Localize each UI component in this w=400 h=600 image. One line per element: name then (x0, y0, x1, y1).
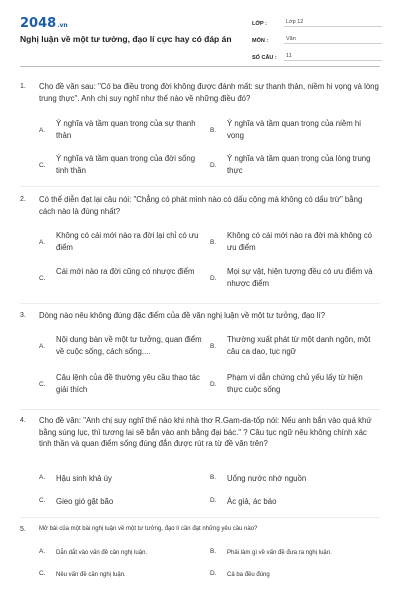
question-separator (20, 517, 380, 518)
page-header (0, 0, 400, 61)
option-letter: B. (210, 474, 217, 481)
site-logo[interactable] (20, 16, 68, 31)
meta-key: MÔN : (252, 38, 269, 44)
option-letter: D. (210, 275, 217, 282)
question-text: Mở bài của một bài nghị luận về một tư tưởng, đạo lí cần đạt những yêu cầu nào? (39, 526, 258, 532)
option-text: Cả ba đều đúng (227, 572, 270, 578)
option-letter: A. (39, 127, 46, 134)
option-text: Phạm vi dẫn chứng chủ yếu lấy từ hiện thực cuộc sống (227, 373, 363, 394)
option-letter: D. (210, 497, 217, 504)
option-letter: C. (39, 497, 46, 504)
question-number: 3. (20, 312, 26, 319)
meta-value: Lớp 12 (284, 19, 382, 27)
option-letter: A. (39, 239, 46, 246)
option-text: Ý nghĩa và tầm quan trọng của lòng trung thực (227, 154, 371, 175)
question-separator (20, 303, 380, 304)
option-letter: C. (39, 275, 46, 282)
option-text: Hậu sinh khả úy (56, 474, 112, 483)
option-letter: A. (39, 474, 46, 481)
option-text: Uống nước nhớ nguồn (227, 474, 307, 483)
question-text: Cho đề văn: "Anh chị suy nghĩ thế nào khi nhà thơ R.Gam-da-tốp nói: Nếu anh bắn vào quá khứ bằng súng lục, thì tương lai sẽ bắn vào anh bằng đại bác." ? Câu tục ngữ nêu không chính xác tinh thần và quan điểm sống đúng đắn được rút ra từ đề văn trên? (39, 416, 372, 448)
question-text: Cho đề văn sau: "Có ba điều trong đời không được đánh mất: sự thanh thản, niềm hi vọng và lòng trung thực". Anh chị suy nghĩ như thế nào về những điều đó? (39, 82, 379, 103)
option-letter: B. (210, 127, 217, 134)
option-text: Cái mới nào ra đời cũng có nhược điểm (56, 267, 195, 276)
meta-key: LỚP : (252, 21, 267, 27)
question-separator (20, 186, 380, 187)
option-text: Câu lệnh của đề thường yêu cầu thao tác giải thích (56, 373, 200, 394)
option-text: Ác giả, ác báo (227, 497, 277, 506)
meta-row-subject (252, 31, 382, 44)
header-divider (20, 66, 380, 67)
logo-text: 2048 (20, 16, 57, 31)
option-letter: C. (39, 570, 46, 577)
option-text: Dẫn dắt vào vấn đề cần nghị luận. (56, 550, 148, 556)
option-letter: A. (39, 548, 46, 555)
meta-value: Văn (284, 36, 382, 44)
document-title: Nghị luận về một tư tưởng, đạo lí cực hay có đáp án (20, 34, 232, 44)
option-text: Nội dung bàn về một tư tưởng, quan điểm về cuộc sống, cách sống.... (56, 335, 202, 356)
question-number: 1. (20, 83, 26, 90)
option-text: Không có cái mới nào ra đời mà không có ưu điểm (227, 231, 373, 252)
logo-suffix: .vn (57, 22, 68, 29)
option-text: Thường xuất phát từ một danh ngôn, một câu ca dao, tục ngữ (227, 335, 371, 356)
question-separator (20, 409, 380, 410)
meta-key: SỐ CÂU : (252, 55, 277, 61)
option-letter: D. (210, 162, 217, 169)
option-text: Ý nghĩa và tầm quan trọng của sự thanh thản (56, 119, 196, 140)
option-letter: A. (39, 343, 46, 350)
question-text: Có thể diễn đạt lại câu nói: "Chẳng có phát minh nào có dấu cộng mà không có dấu trừ" bằng cách nào là đúng nhất? (39, 195, 363, 216)
option-letter: B. (210, 548, 217, 555)
question-number: 4. (20, 417, 26, 424)
option-letter: B. (210, 239, 217, 246)
option-letter: D. (210, 381, 217, 388)
question-number: 2. (20, 196, 26, 203)
meta-panel (252, 14, 382, 65)
option-letter: C. (39, 162, 46, 169)
option-text: Gieo gió gặt bão (56, 497, 114, 506)
option-text: Không có cái mới nào ra đời lại chỉ có ưu điểm (56, 231, 199, 252)
option-text: Ý nghĩa và tầm quan trọng của đời sống tinh thần (56, 154, 196, 175)
option-text: Nêu vấn đề cần nghị luận. (56, 572, 126, 578)
option-text: Phải làm gì về vấn đề đưa ra nghị luận. (227, 550, 332, 556)
option-text: Ý nghĩa và tầm quan trọng của niềm hi vọng (227, 119, 361, 140)
option-text: Mọi sự vật, hiện tượng đều có ưu điểm và nhược điểm (227, 267, 373, 288)
option-letter: C. (39, 381, 46, 388)
option-letter: B. (210, 343, 217, 350)
question-number: 5. (20, 526, 26, 533)
option-letter: D. (210, 570, 217, 577)
meta-row-count (252, 48, 382, 61)
meta-row-class (252, 14, 382, 27)
meta-value: 11 (284, 53, 382, 61)
question-text: Dòng nào nêu không đúng đặc điểm của đề văn nghị luận về một tư tưởng, đạo lí? (39, 311, 326, 320)
